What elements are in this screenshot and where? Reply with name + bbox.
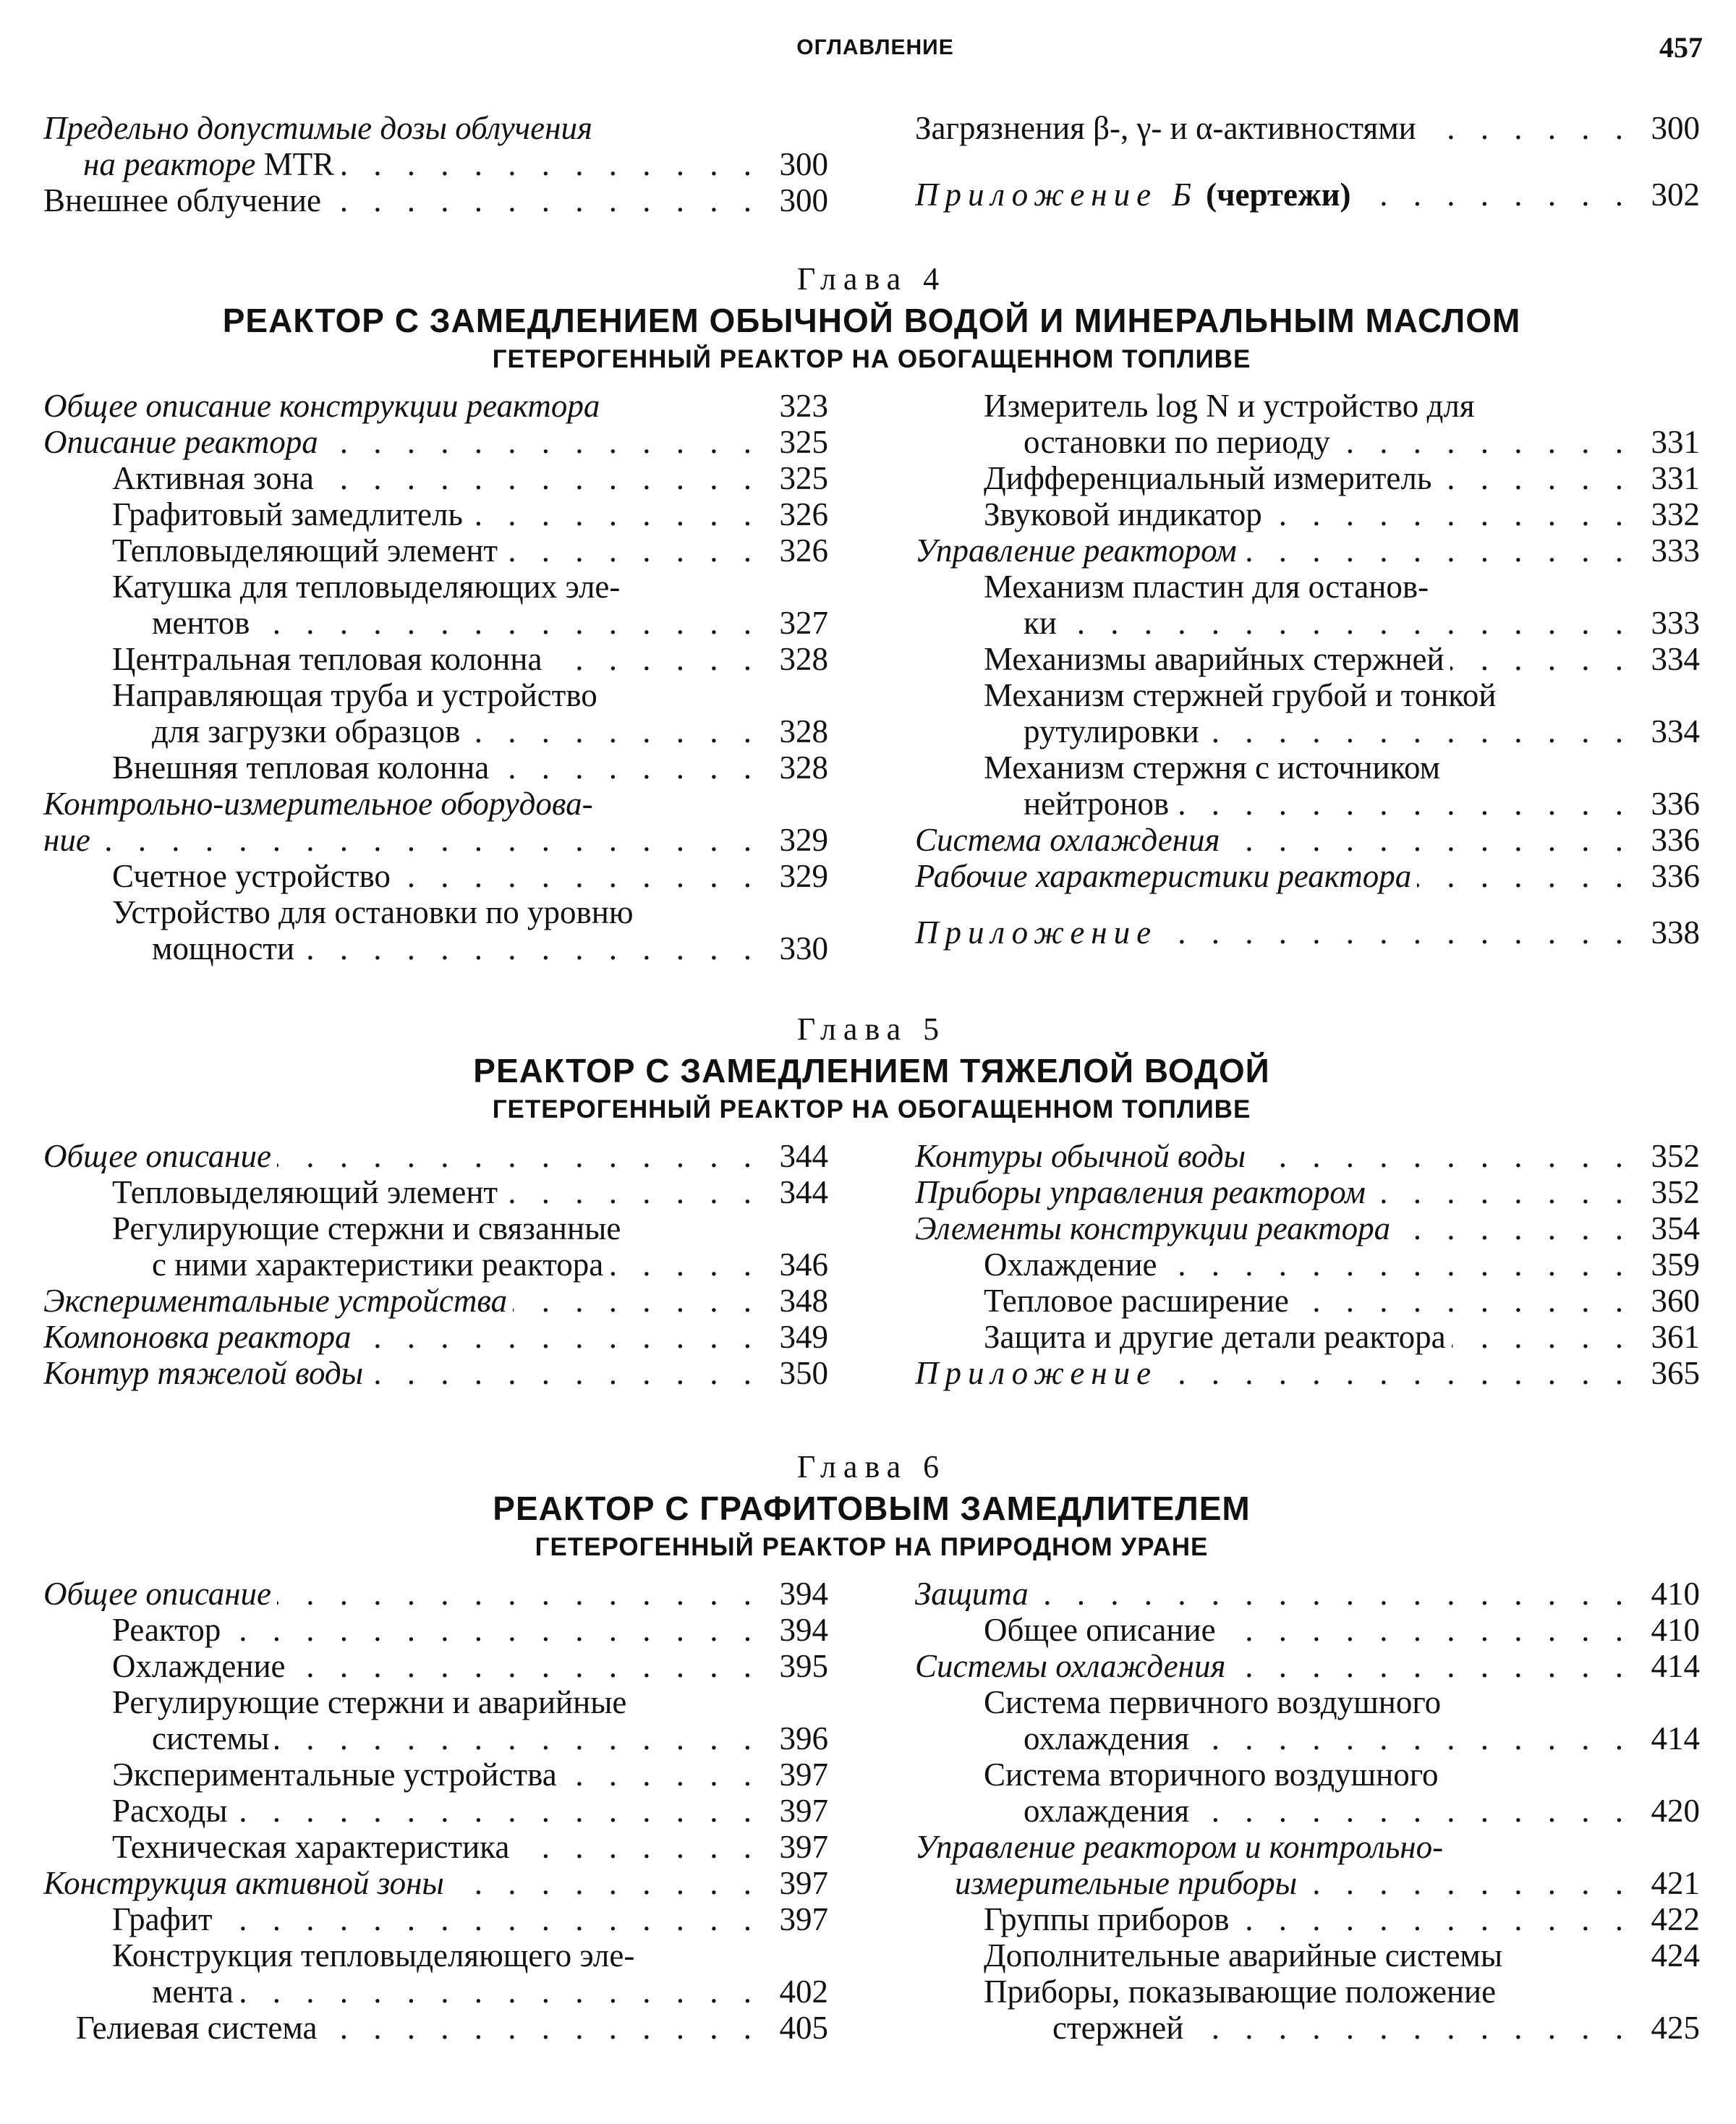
toc-entry bbox=[43, 1319, 828, 1355]
toc-page-ref: 328 bbox=[779, 641, 828, 677]
toc-page-ref: 421 bbox=[1651, 1865, 1700, 1901]
toc-page-ref: 334 bbox=[1651, 713, 1700, 749]
toc-page-ref: 350 bbox=[779, 1355, 828, 1391]
toc-entry-text: мента bbox=[152, 1974, 239, 2010]
chapter-label: Глава 5 bbox=[796, 1011, 947, 1047]
toc-entry-text: Общее описание bbox=[43, 1138, 277, 1174]
toc-entry bbox=[43, 1901, 828, 1937]
toc-entry bbox=[43, 496, 828, 532]
toc-entry bbox=[43, 1138, 828, 1174]
toc-entry-text: Реактор bbox=[112, 1612, 226, 1648]
toc-entry bbox=[915, 641, 1700, 677]
toc-entry-line: Катушка для тепловыделяющих эле- bbox=[112, 569, 621, 605]
toc-entry bbox=[43, 749, 828, 786]
toc-entry-text: Механизмы аварийных стержней bbox=[984, 641, 1450, 677]
toc-entry bbox=[915, 532, 1700, 569]
toc-entry-line: Система вторичного воздушного bbox=[984, 1756, 1439, 1793]
toc-entry bbox=[43, 532, 828, 569]
toc-entry-line: Механизм стержней грубой и тонкой bbox=[984, 677, 1497, 713]
toc-page-ref: 329 bbox=[779, 822, 828, 858]
toc-page-ref: 344 bbox=[779, 1174, 828, 1210]
chapter-6-section bbox=[43, 1447, 1700, 2046]
toc-page-ref: 334 bbox=[1651, 641, 1700, 677]
toc-entry-text: Дополнительные аварийные системы bbox=[984, 1937, 1508, 1974]
toc-page-ref: 331 bbox=[1651, 424, 1700, 460]
toc-page-ref: 336 bbox=[1651, 858, 1700, 894]
toc-entry-text: Активная зона bbox=[112, 460, 320, 496]
toc-entry bbox=[915, 1648, 1700, 1684]
toc-page-ref: 410 bbox=[1651, 1576, 1700, 1612]
toc-entry bbox=[43, 1974, 828, 2010]
toc-column-left bbox=[43, 388, 828, 967]
toc-entry-line: Приборы, показывающие положение bbox=[984, 1974, 1497, 2010]
toc-page-ref: 325 bbox=[779, 424, 828, 460]
toc-entry bbox=[43, 713, 828, 749]
chapter-title: РЕАКТОР С ЗАМЕДЛЕНИЕМ ОБЫЧНОЙ ВОДОЙ И МИНЕРАЛЬНЫМ МАСЛОМ bbox=[222, 302, 1521, 339]
toc-entry bbox=[43, 641, 828, 677]
toc-entry bbox=[915, 424, 1700, 460]
toc-entry bbox=[43, 822, 828, 858]
toc-entry-line: Предельно допустимые дозы облучения bbox=[43, 110, 592, 146]
toc-entry bbox=[43, 1576, 828, 1612]
toc-page-ref: 397 bbox=[779, 1756, 828, 1793]
toc-entry-text: ментов bbox=[152, 605, 255, 641]
toc-entry-text: Описание реактора bbox=[43, 424, 324, 460]
toc-entry-text: охлаждения bbox=[1024, 1720, 1195, 1756]
toc-entry-text: Компоновка реактора bbox=[43, 1319, 357, 1355]
toc-entry-line: Контрольно-измерительное оборудова- bbox=[43, 786, 593, 822]
toc-entry-text: системы bbox=[152, 1720, 275, 1756]
toc-page-ref: 395 bbox=[779, 1648, 828, 1684]
toc-entry-text: рутулировки bbox=[1024, 713, 1205, 749]
toc-entry-line: Управление реактором и контрольно- bbox=[915, 1829, 1444, 1865]
toc-page-ref: 326 bbox=[779, 496, 828, 532]
toc-page-ref: 425 bbox=[1651, 2010, 1700, 2046]
chapter-subtitle: ГЕТЕРОГЕННЫЙ РЕАКТОР НА ОБОГАЩЕННОМ ТОПЛИВЕ bbox=[492, 1095, 1251, 1123]
toc-entry bbox=[915, 110, 1700, 146]
toc-entry bbox=[915, 822, 1700, 858]
toc-page-ref: 424 bbox=[1651, 1937, 1700, 1974]
toc-entry bbox=[43, 2010, 828, 2046]
toc-entry-text: Внешнее облучение bbox=[43, 182, 327, 218]
toc-page-ref: 394 bbox=[779, 1612, 828, 1648]
toc-entry bbox=[915, 1210, 1700, 1246]
toc-entry-text: Контур тяжелой воды bbox=[43, 1355, 369, 1391]
toc-entry bbox=[915, 1937, 1700, 1974]
toc-entry bbox=[43, 1865, 828, 1901]
toc-entry-text: Системы охлаждения bbox=[915, 1648, 1231, 1684]
toc-entry bbox=[915, 1901, 1700, 1937]
toc-entry-text: Экспериментальные устройства bbox=[43, 1283, 513, 1319]
running-title: ОГЛАВЛЕНИЕ bbox=[796, 35, 954, 59]
toc-page-ref: 300 bbox=[779, 182, 828, 218]
toc-entry-text: Рабочие характеристики реактора bbox=[915, 858, 1417, 894]
toc-page-ref: 354 bbox=[1651, 1210, 1700, 1246]
toc-page-ref: 323 bbox=[779, 388, 828, 424]
toc-entry bbox=[915, 1283, 1700, 1319]
toc-page-ref: 397 bbox=[779, 1793, 828, 1829]
toc-entry-text: Загрязнения β-, γ- и α-активностями bbox=[915, 110, 1422, 146]
toc-page-ref: 414 bbox=[1651, 1648, 1700, 1684]
toc-entry-line: Регулирующие стержни и связанные bbox=[112, 1210, 621, 1246]
toc-column-right bbox=[915, 110, 1700, 218]
toc-entry-text: Графитовый замедлитель bbox=[112, 496, 469, 532]
toc-page-ref: 327 bbox=[779, 605, 828, 641]
toc-page-ref: 344 bbox=[779, 1138, 828, 1174]
toc-entry-text: Охлаждение bbox=[112, 1648, 292, 1684]
toc-page-ref: 338 bbox=[1651, 914, 1700, 951]
toc-entry bbox=[915, 914, 1700, 951]
toc-page-ref: 325 bbox=[779, 460, 828, 496]
toc-entry bbox=[915, 1319, 1700, 1355]
chapter-subtitle: ГЕТЕРОГЕННЫЙ РЕАКТОР НА ПРИРОДНОМ УРАНЕ bbox=[535, 1533, 1209, 1561]
toc-page-ref: 397 bbox=[779, 1901, 828, 1937]
toc-page-ref: 365 bbox=[1651, 1355, 1700, 1391]
toc-entry bbox=[915, 605, 1700, 641]
toc-page-ref: 352 bbox=[1651, 1138, 1700, 1174]
toc-entry-text: Звуковой индикатор bbox=[984, 496, 1268, 532]
toc-entry bbox=[43, 1246, 828, 1283]
toc-column-right bbox=[915, 388, 1700, 967]
toc-entry bbox=[43, 146, 828, 182]
toc-page-ref: 330 bbox=[779, 930, 828, 967]
toc-page-ref: 336 bbox=[1651, 786, 1700, 822]
toc-page-ref: 410 bbox=[1651, 1612, 1700, 1648]
toc-entry-text: Контуры обычной воды bbox=[915, 1138, 1251, 1174]
toc-entry bbox=[43, 1612, 828, 1648]
toc-entry-line: Система первичного воздушного bbox=[984, 1684, 1442, 1720]
toc-entry-text: стержней bbox=[1052, 2010, 1189, 2046]
toc-entry bbox=[915, 2010, 1700, 2046]
toc-entry-text: Общее описание bbox=[984, 1612, 1222, 1648]
toc-page-ref: 394 bbox=[779, 1576, 828, 1612]
toc-entry bbox=[915, 177, 1700, 213]
toc-entry-text: Внешняя тепловая колонна bbox=[112, 749, 495, 786]
toc-entry-text: MTR bbox=[255, 146, 335, 182]
toc-entry bbox=[43, 605, 828, 641]
toc-entry-text: Центральная тепловая колонна bbox=[112, 641, 548, 677]
toc-entry-line: Механизм стержня с источником bbox=[984, 749, 1441, 786]
toc-entry bbox=[43, 858, 828, 894]
toc-entry-text: Графит bbox=[112, 1901, 218, 1937]
toc-entry bbox=[43, 1174, 828, 1210]
toc-entry-text: на реакторе bbox=[83, 146, 256, 182]
toc-page-ref: 332 bbox=[1651, 496, 1700, 532]
toc-page-ref: 328 bbox=[779, 749, 828, 786]
toc-entry-text: с ними характеристики реактора bbox=[152, 1246, 609, 1283]
toc-entry bbox=[43, 1756, 828, 1793]
toc-entry-text: Система охлаждения bbox=[915, 822, 1225, 858]
toc-entry-text: Элементы конструкции реактора bbox=[915, 1210, 1396, 1246]
toc-page-ref: 422 bbox=[1651, 1901, 1700, 1937]
toc-entry-text: ки bbox=[1024, 605, 1063, 641]
toc-column-left bbox=[43, 1138, 828, 1391]
toc-entry bbox=[43, 1793, 828, 1829]
toc-entry-text: Тепловыделяющий элемент bbox=[112, 532, 503, 569]
toc-page-ref: 349 bbox=[779, 1319, 828, 1355]
chapter-title: РЕАКТОР С ЗАМЕДЛЕНИЕМ ТЯЖЕЛОЙ ВОДОЙ bbox=[473, 1052, 1270, 1089]
toc-entry bbox=[43, 1720, 828, 1756]
toc-entry-text: охлаждения bbox=[1024, 1793, 1195, 1829]
chapter-label: Глава 4 bbox=[796, 261, 947, 297]
toc-entry-text: Группы приборов bbox=[984, 1901, 1235, 1937]
toc-page-ref: 336 bbox=[1651, 822, 1700, 858]
toc-entry bbox=[915, 460, 1700, 496]
chapter-label: Глава 6 bbox=[796, 1449, 947, 1484]
toc-entry bbox=[43, 1648, 828, 1684]
toc-entry-text: ние bbox=[43, 822, 96, 858]
toc-entry-text: нейтронов bbox=[1024, 786, 1175, 822]
toc-entry-text: Общее описание bbox=[43, 1576, 277, 1612]
toc-entry bbox=[43, 1829, 828, 1865]
toc-page-ref: 333 bbox=[1651, 605, 1700, 641]
toc-page-ref: 328 bbox=[779, 713, 828, 749]
toc-page-ref: 326 bbox=[779, 532, 828, 569]
toc-page-ref: 346 bbox=[779, 1246, 828, 1283]
toc-entry-text: Конструкция активной зоны bbox=[43, 1865, 450, 1901]
toc-entry bbox=[915, 786, 1700, 822]
toc-page-ref: 300 bbox=[779, 146, 828, 182]
toc-entry-text: остановки по периоду bbox=[1024, 424, 1336, 460]
toc-page-ref: 397 bbox=[779, 1829, 828, 1865]
toc-entry-text: Тепловое расширение bbox=[984, 1283, 1295, 1319]
toc-entry-text: Управление реактором bbox=[915, 532, 1243, 569]
toc-page-ref: 397 bbox=[779, 1865, 828, 1901]
toc-entry-line: Измеритель log N и устройство для bbox=[984, 388, 1475, 424]
toc-page-ref: 331 bbox=[1651, 460, 1700, 496]
toc-entry-line: Механизм пластин для останов- bbox=[984, 569, 1429, 605]
toc-entry bbox=[915, 1612, 1700, 1648]
toc-page-ref: 414 bbox=[1651, 1720, 1700, 1756]
toc-entry bbox=[43, 1283, 828, 1319]
toc-entry-text: Экспериментальные устройства bbox=[112, 1756, 563, 1793]
toc-page-ref: 329 bbox=[779, 858, 828, 894]
toc-entry bbox=[43, 182, 828, 218]
toc-entry-text: Расходы bbox=[112, 1793, 234, 1829]
toc-entry-line: Устройство для остановки по уровню bbox=[112, 894, 634, 930]
toc-page-ref: 420 bbox=[1651, 1793, 1700, 1829]
chapter-title: РЕАКТОР С ГРАФИТОВЫМ ЗАМЕДЛИТЕЛЕМ bbox=[493, 1490, 1251, 1527]
toc-entry-text: Охлаждение bbox=[984, 1246, 1163, 1283]
page-number: 457 bbox=[1659, 31, 1703, 64]
toc-entry-text: (чертежи) bbox=[1197, 177, 1351, 213]
toc-entry bbox=[915, 858, 1700, 894]
toc-entry-text: Приложение bbox=[915, 1355, 1163, 1391]
toc-entry-line: Регулирующие стержни и аварийные bbox=[112, 1684, 627, 1720]
toc-entry bbox=[915, 713, 1700, 749]
toc-entry-line: Направляющая труба и устройство bbox=[112, 677, 597, 713]
toc-entry-text: Приложение Б bbox=[915, 177, 1198, 213]
toc-entry-text: Защита и другие детали реактора bbox=[984, 1319, 1452, 1355]
toc-entry bbox=[43, 424, 828, 460]
toc-entry-text: Счетное устройство bbox=[112, 858, 396, 894]
toc-entry-text: Тепловыделяющий элемент bbox=[112, 1174, 503, 1210]
running-head bbox=[43, 26, 1707, 69]
toc-page-ref: 300 bbox=[1651, 110, 1700, 146]
toc-page-ref: 360 bbox=[1651, 1283, 1700, 1319]
toc-entry bbox=[915, 1576, 1700, 1612]
toc-column-left bbox=[43, 1576, 828, 2046]
chapter-5-section bbox=[43, 1009, 1700, 1391]
toc-entry bbox=[915, 1793, 1700, 1829]
toc-page-ref: 402 bbox=[779, 1974, 828, 2010]
toc-top-continuation bbox=[43, 110, 1700, 218]
toc-entry-text: Защита bbox=[915, 1576, 1034, 1612]
toc-entry bbox=[915, 1174, 1700, 1210]
toc-entry-text: Общее описание конструкции реактора bbox=[43, 388, 605, 424]
toc-column-right bbox=[915, 1138, 1700, 1391]
chapter-4-section bbox=[43, 259, 1700, 967]
toc-column-left bbox=[43, 110, 828, 218]
toc-page-ref: 359 bbox=[1651, 1246, 1700, 1283]
chapter-subtitle: ГЕТЕРОГЕННЫЙ РЕАКТОР НА ОБОГАЩЕННОМ ТОПЛИВЕ bbox=[492, 345, 1251, 373]
toc-entry bbox=[915, 1246, 1700, 1283]
toc-entry bbox=[43, 1355, 828, 1391]
toc-page-ref: 352 bbox=[1651, 1174, 1700, 1210]
toc-page-ref: 302 bbox=[1651, 177, 1700, 213]
toc-page-ref: 396 bbox=[779, 1720, 828, 1756]
toc-page-ref: 333 bbox=[1651, 532, 1700, 569]
toc-entry bbox=[43, 388, 828, 424]
toc-entry bbox=[915, 1138, 1700, 1174]
toc-entry-line: Конструкция тепловыделяющего эле- bbox=[112, 1937, 635, 1974]
toc-entry bbox=[43, 930, 828, 967]
toc-entry bbox=[915, 496, 1700, 532]
toc-entry bbox=[915, 1865, 1700, 1901]
toc-entry-text: Приборы управления реактором bbox=[915, 1174, 1371, 1210]
toc-entry-text: измерительные приборы bbox=[955, 1865, 1303, 1901]
toc-page-ref: 348 bbox=[779, 1283, 828, 1319]
toc-entry-text: Приложение bbox=[915, 914, 1163, 951]
toc-entry-text: для загрузки образцов bbox=[152, 713, 466, 749]
toc-entry bbox=[43, 460, 828, 496]
toc-entry-text: мощности bbox=[152, 930, 300, 967]
toc-entry-text: Гелиевая система bbox=[76, 2010, 323, 2046]
toc-page-ref: 361 bbox=[1651, 1319, 1700, 1355]
toc-page-ref: 405 bbox=[779, 2010, 828, 2046]
toc-entry bbox=[915, 1355, 1700, 1391]
toc-entry-text: Техническая характеристика bbox=[112, 1829, 515, 1865]
toc-column-right bbox=[915, 1576, 1700, 2046]
toc-entry-text: Дифференциальный измеритель bbox=[984, 460, 1437, 496]
toc-entry bbox=[915, 1720, 1700, 1756]
